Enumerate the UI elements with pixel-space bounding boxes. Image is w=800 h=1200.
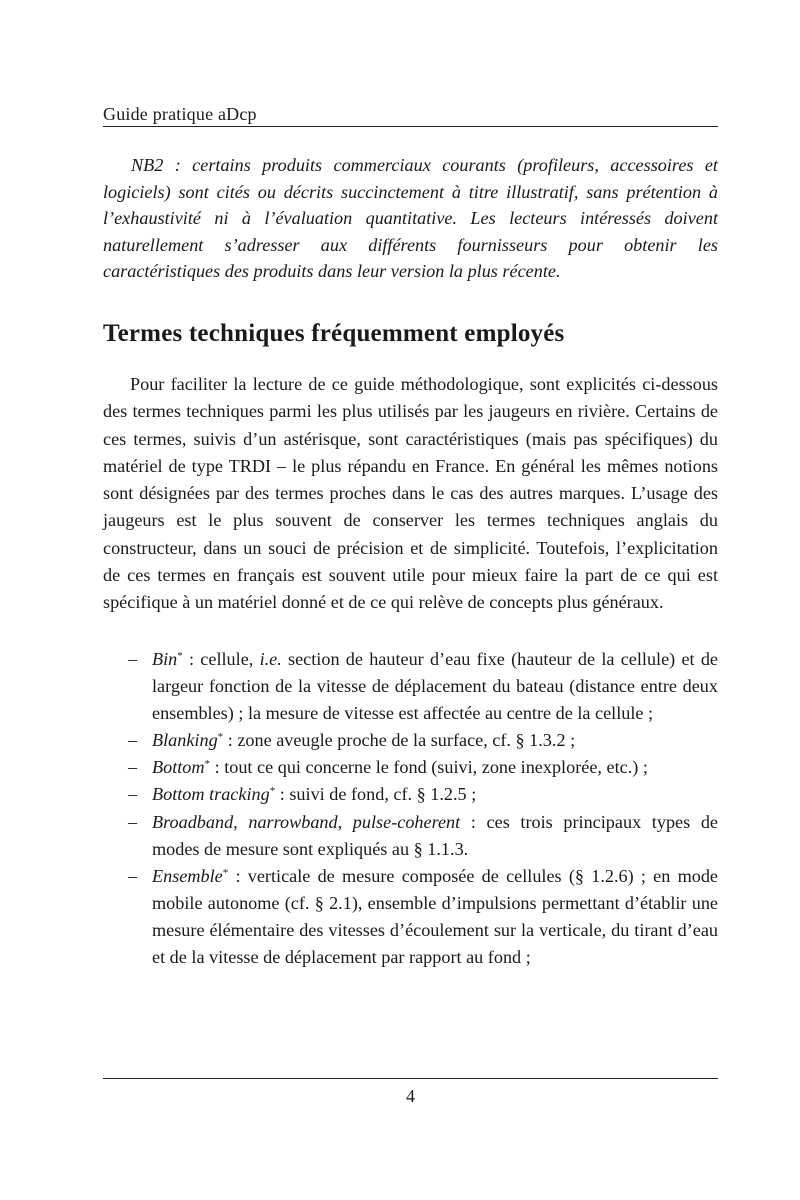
page-number: 4 (406, 1086, 415, 1106)
note-paragraph: NB2 : certains produits commerciaux courants (profileurs, accessoires et logiciels) sont cités ou décrits succinctement à titre illustratif, sans prétention à l’exhaustivité ni à l’évaluation quantitative. Les lecteurs intéressés doivent naturellement s’adresser aux différents fournisseurs pour obtenir les caractéristiques des produits dans leur version la plus récente. (103, 155, 718, 282)
asterisk-mark: * (269, 785, 276, 798)
list-dash: – (128, 649, 138, 669)
asterisk-mark: * (204, 758, 211, 771)
term-abbreviation: i.e. (259, 649, 282, 669)
term-name: Ensemble (152, 865, 223, 886)
term-definition: : tout ce qui concerne le fond (suivi, zone inexplorée, etc.) ; (210, 757, 648, 778)
header-rule (103, 126, 718, 127)
footer-rule (103, 1078, 718, 1079)
list-dash: – (128, 730, 138, 751)
term-item-ensemble (128, 863, 718, 971)
list-dash: – (128, 865, 138, 886)
term-definition: : zone aveugle proche de la surface, cf. § 1.3.2 ; (223, 730, 576, 751)
term-item-measurement-modes (128, 809, 718, 863)
term-name: Bottom (152, 757, 205, 778)
term-name: Bottom tracking (152, 784, 270, 805)
list-dash: – (128, 784, 138, 805)
term-definition: : ces trois principaux types de modes de mesure sont expliqués au § 1.1.3. (152, 811, 718, 859)
terms-list (128, 646, 718, 971)
intro-paragraph: Pour faciliter la lecture de ce guide méthodologique, sont explicités ci-dessous des termes techniques parmi les plus utilisés par les jaugeurs en rivière. Certains de ces termes, suivis d’un astérisque, sont caractéristiques (mais pas spécifiques) du matériel de type TRDI – le plus répandu en France. En général les mêmes notions sont désignées par des termes proches dans le cas des autres marques. L’usage des jaugeurs est le plus souvent de conserver les termes techniques anglais du constructeur, dans un souci de précision et de simplicité. Toutefois, l’explicitation de ces termes en français est souvent utile pour mieux faire la part de ce qui est spécifique à un matériel donné et de ce qui relève de concepts plus généraux. (103, 374, 718, 613)
list-dash: – (128, 811, 138, 832)
term-name: Bin (152, 649, 178, 669)
term-name: Broadband, narrowband, pulse-coherent (152, 811, 461, 832)
term-item-blanking (128, 727, 718, 754)
running-header: Guide pratique aDcp (103, 104, 257, 124)
term-definition: : verticale de mesure composée de cellules (§ 1.2.6) ; en mode mobile autonome (cf. § 2.1), ensemble d’impulsions permettant d’établir une mesure élémentaire des vitesses d’écoulement sur la verticale, du tirant d’eau et de la vitesse de déplacement par rapport au fond ; (152, 865, 718, 968)
term-definition-lead: : cellule, (182, 649, 260, 669)
term-name: Blanking (152, 730, 218, 751)
term-item-bottom (128, 754, 718, 781)
term-item-bin (128, 646, 718, 727)
asterisk-mark: * (222, 866, 229, 879)
term-definition: section de hauteur d’eau fixe (hauteur de la cellule) et de largeur fonction de la vitesse de déplacement du bateau (distance entre deux ensembles) ; la mesure de vitesse est affectée au centre de la cellule ; (152, 649, 718, 724)
asterisk-mark: * (217, 731, 224, 744)
list-dash: – (128, 757, 138, 778)
term-definition: : suivi de fond, cf. § 1.2.5 ; (275, 784, 477, 805)
section-title: Termes techniques fréquemment employés (103, 320, 565, 347)
term-item-bottom-tracking (128, 781, 718, 808)
asterisk-mark: * (177, 650, 183, 662)
